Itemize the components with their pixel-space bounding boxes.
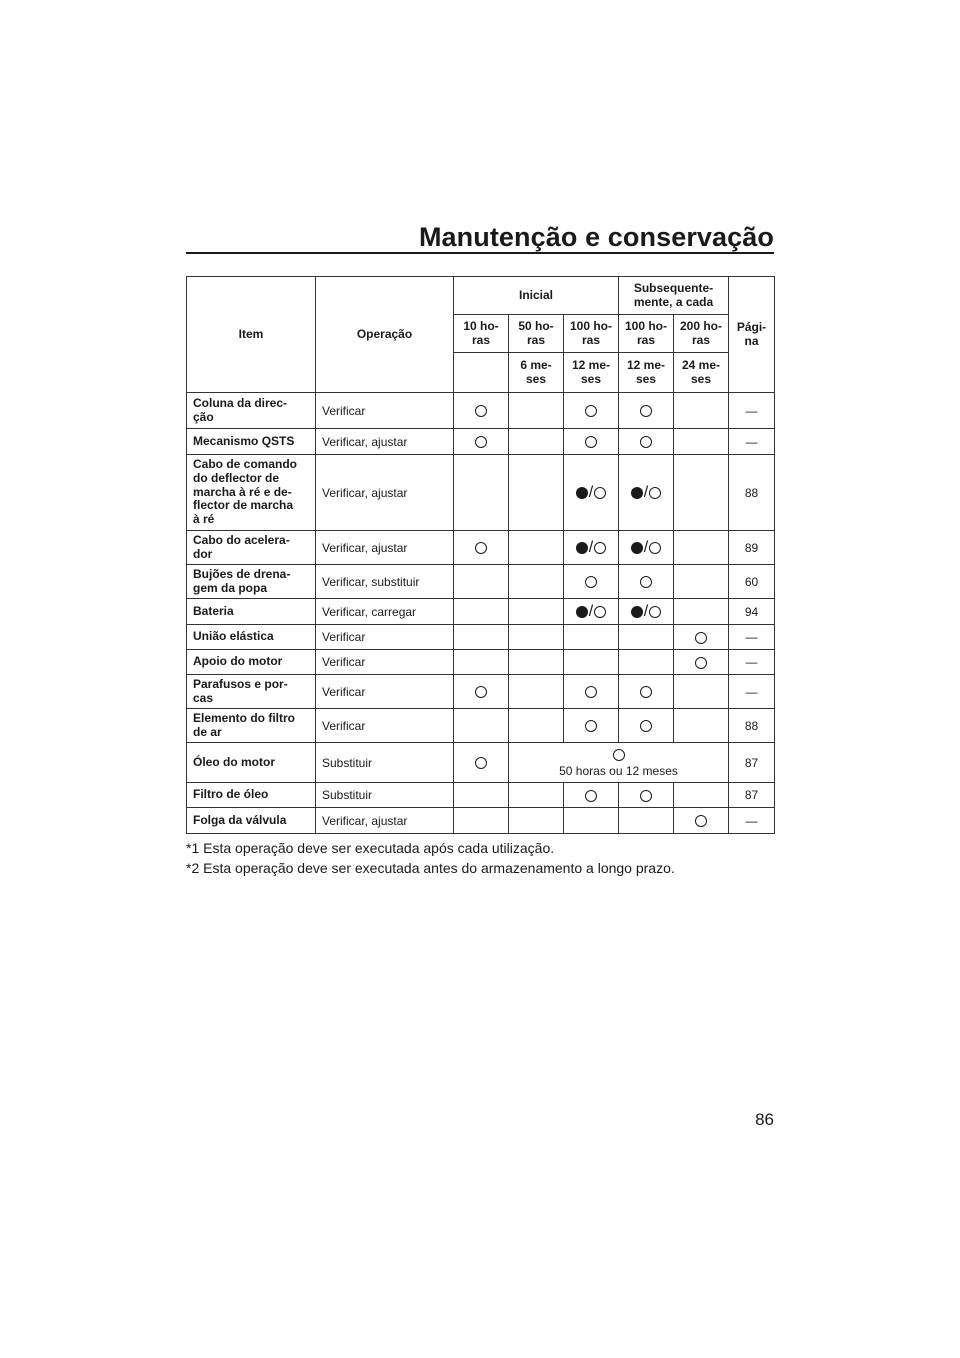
filled-dot-icon <box>576 606 588 618</box>
filled-dot-icon <box>631 542 643 554</box>
table-row <box>187 783 775 808</box>
circle-mark-icon <box>649 542 661 554</box>
interval-cell <box>619 650 674 675</box>
interval-cell <box>509 625 564 650</box>
header-item: Item <box>187 277 316 393</box>
item-cell: União elástica <box>187 625 316 650</box>
page-ref-cell: 89 <box>729 531 775 565</box>
page-ref-cell: — <box>729 808 775 834</box>
table-row <box>187 565 775 599</box>
interval-cell <box>509 675 564 709</box>
interval-cell <box>674 783 729 808</box>
item-cell: Óleo do motor <box>187 743 316 783</box>
header-pagina: Pági- na <box>729 277 775 393</box>
table-row <box>187 625 775 650</box>
interval-cell <box>674 565 729 599</box>
header-hours: 50 ho- ras <box>509 315 564 353</box>
interval-cell <box>564 783 619 808</box>
header-months: 24 me- ses <box>674 353 729 393</box>
header-subsequente: Subsequente- mente, a cada <box>619 277 729 315</box>
interval-cell <box>509 650 564 675</box>
page-number: 86 <box>755 1110 774 1129</box>
interval-cell <box>619 565 674 599</box>
interval-cell <box>674 393 729 429</box>
interval-cell <box>674 808 729 834</box>
header-months: 12 me- ses <box>619 353 674 393</box>
slash-separator: / <box>588 538 594 556</box>
page-title: Manutenção e conservação <box>418 222 774 252</box>
table-row <box>187 531 775 565</box>
item-cell: Cabo de comando do deflector de marcha à ré e de- flector de marcha à ré <box>187 455 316 531</box>
page-ref-cell: 94 <box>729 599 775 625</box>
interval-cell <box>564 650 619 675</box>
slash-separator: / <box>643 602 649 620</box>
interval-cell <box>674 531 729 565</box>
circle-mark-icon <box>585 576 597 588</box>
operation-cell: Verificar <box>316 675 454 709</box>
circle-mark-icon <box>585 790 597 802</box>
circle-mark-icon <box>475 436 487 448</box>
slash-separator: / <box>643 538 649 556</box>
circle-mark-icon <box>640 405 652 417</box>
interval-cell <box>454 531 509 565</box>
interval-cell <box>564 429 619 455</box>
interval-cell <box>619 709 674 743</box>
interval-cell <box>674 625 729 650</box>
circle-mark-icon <box>649 487 661 499</box>
interval-cell <box>509 429 564 455</box>
interval-cell <box>619 455 674 531</box>
header-operacao: Operação <box>316 277 454 393</box>
filled-dot-icon <box>631 487 643 499</box>
circle-mark-icon <box>649 606 661 618</box>
header-hours: 100 ho- ras <box>619 315 674 353</box>
interval-cell <box>619 783 674 808</box>
table-row <box>187 429 775 455</box>
circle-mark-icon <box>475 405 487 417</box>
interval-cell <box>674 455 729 531</box>
page-ref-cell: — <box>729 625 775 650</box>
interval-cell <box>454 743 509 783</box>
interval-cell <box>674 650 729 675</box>
table-body <box>187 393 775 834</box>
circle-mark-icon <box>594 487 606 499</box>
operation-cell: Verificar, ajustar <box>316 808 454 834</box>
circle-mark-icon <box>613 749 625 761</box>
page-ref-cell: 87 <box>729 743 775 783</box>
interval-cell <box>564 531 619 565</box>
circle-mark-icon <box>585 405 597 417</box>
page-ref-cell: 88 <box>729 709 775 743</box>
interval-cell <box>454 650 509 675</box>
interval-cell <box>564 455 619 531</box>
interval-cell <box>454 455 509 531</box>
interval-cell <box>619 429 674 455</box>
circle-mark-icon <box>594 606 606 618</box>
oil-interval-note: 50 horas ou 12 meses <box>559 764 678 778</box>
interval-cell <box>619 531 674 565</box>
operation-cell: Verificar, ajustar <box>316 455 454 531</box>
interval-cell <box>564 393 619 429</box>
page-ref-cell: — <box>729 675 775 709</box>
page-ref-cell: 60 <box>729 565 775 599</box>
table-row <box>187 650 775 675</box>
operation-cell: Verificar <box>316 709 454 743</box>
table-row <box>187 709 775 743</box>
header-months: 6 me- ses <box>509 353 564 393</box>
interval-cell <box>564 565 619 599</box>
table-row <box>187 455 775 531</box>
interval-cell <box>619 675 674 709</box>
item-cell: Mecanismo QSTS <box>187 429 316 455</box>
table-row <box>187 393 775 429</box>
interval-cell <box>564 675 619 709</box>
interval-cell <box>619 599 674 625</box>
interval-cell <box>454 625 509 650</box>
operation-cell: Verificar, ajustar <box>316 531 454 565</box>
interval-cell <box>509 709 564 743</box>
circle-mark-icon <box>640 436 652 448</box>
item-cell: Folga da válvula <box>187 808 316 834</box>
interval-cell <box>454 565 509 599</box>
interval-cell <box>454 808 509 834</box>
filled-dot-icon <box>576 542 588 554</box>
circle-mark-icon <box>475 542 487 554</box>
table-row <box>187 599 775 625</box>
circle-mark-icon <box>585 686 597 698</box>
interval-cell <box>564 709 619 743</box>
circle-mark-icon <box>695 815 707 827</box>
interval-cell <box>509 808 564 834</box>
interval-cell <box>454 393 509 429</box>
header-hours: 100 ho- ras <box>564 315 619 353</box>
item-cell: Coluna da direc- ção <box>187 393 316 429</box>
slash-separator: / <box>588 602 594 620</box>
interval-cell-merged <box>509 743 729 783</box>
table-row <box>187 743 775 783</box>
circle-mark-icon <box>695 657 707 669</box>
circle-mark-icon <box>594 542 606 554</box>
header-months: 12 me- ses <box>564 353 619 393</box>
interval-cell <box>454 599 509 625</box>
interval-cell <box>509 393 564 429</box>
circle-mark-icon <box>475 686 487 698</box>
interval-cell <box>619 808 674 834</box>
table-row <box>187 808 775 834</box>
operation-cell: Verificar <box>316 625 454 650</box>
operation-cell: Verificar, carregar <box>316 599 454 625</box>
circle-mark-icon <box>585 720 597 732</box>
item-cell: Bateria <box>187 599 316 625</box>
item-cell: Parafusos e por- cas <box>187 675 316 709</box>
operation-cell: Verificar <box>316 650 454 675</box>
page-ref-cell: — <box>729 650 775 675</box>
interval-cell <box>674 675 729 709</box>
operation-cell: Verificar, ajustar <box>316 429 454 455</box>
interval-cell <box>454 709 509 743</box>
interval-cell <box>509 455 564 531</box>
interval-cell <box>674 599 729 625</box>
circle-mark-icon <box>475 757 487 769</box>
item-cell: Elemento do filtro de ar <box>187 709 316 743</box>
interval-cell <box>674 429 729 455</box>
header-hours: 200 ho- ras <box>674 315 729 353</box>
header-months-empty <box>454 353 509 393</box>
interval-cell <box>454 675 509 709</box>
item-cell: Apoio do motor <box>187 650 316 675</box>
page-ref-cell: — <box>729 429 775 455</box>
interval-cell <box>509 565 564 599</box>
page-ref-cell: — <box>729 393 775 429</box>
circle-mark-icon <box>640 576 652 588</box>
interval-cell <box>619 625 674 650</box>
circle-mark-icon <box>585 436 597 448</box>
interval-cell <box>564 808 619 834</box>
interval-cell <box>509 599 564 625</box>
page-ref-cell: 87 <box>729 783 775 808</box>
circle-mark-icon <box>640 790 652 802</box>
header-inicial: Inicial <box>454 277 619 315</box>
interval-cell <box>619 393 674 429</box>
maintenance-table <box>186 276 775 834</box>
table-row <box>187 675 775 709</box>
page-ref-cell: 88 <box>729 455 775 531</box>
operation-cell: Verificar <box>316 393 454 429</box>
interval-cell <box>454 783 509 808</box>
circle-mark-icon <box>640 720 652 732</box>
footnote: *1 Esta operação deve ser executada após cada utilização. <box>186 840 555 856</box>
interval-cell <box>564 625 619 650</box>
interval-cell <box>509 783 564 808</box>
operation-cell: Substituir <box>316 743 454 783</box>
circle-mark-icon <box>695 632 707 644</box>
title-divider <box>186 252 774 254</box>
interval-cell <box>674 709 729 743</box>
operation-cell: Verificar, substituir <box>316 565 454 599</box>
circle-mark-icon <box>640 686 652 698</box>
header-hours: 10 ho- ras <box>454 315 509 353</box>
interval-cell <box>564 599 619 625</box>
interval-cell <box>454 429 509 455</box>
filled-dot-icon <box>576 487 588 499</box>
slash-separator: / <box>643 483 649 501</box>
item-cell: Filtro de óleo <box>187 783 316 808</box>
interval-cell <box>509 531 564 565</box>
operation-cell: Substituir <box>316 783 454 808</box>
item-cell: Cabo do acelera- dor <box>187 531 316 565</box>
footnotes <box>186 838 786 878</box>
item-cell: Bujões de drena- gem da popa <box>187 565 316 599</box>
footnote: *2 Esta operação deve ser executada antes do armazenamento a longo prazo. <box>186 860 675 876</box>
slash-separator: / <box>588 483 594 501</box>
filled-dot-icon <box>631 606 643 618</box>
